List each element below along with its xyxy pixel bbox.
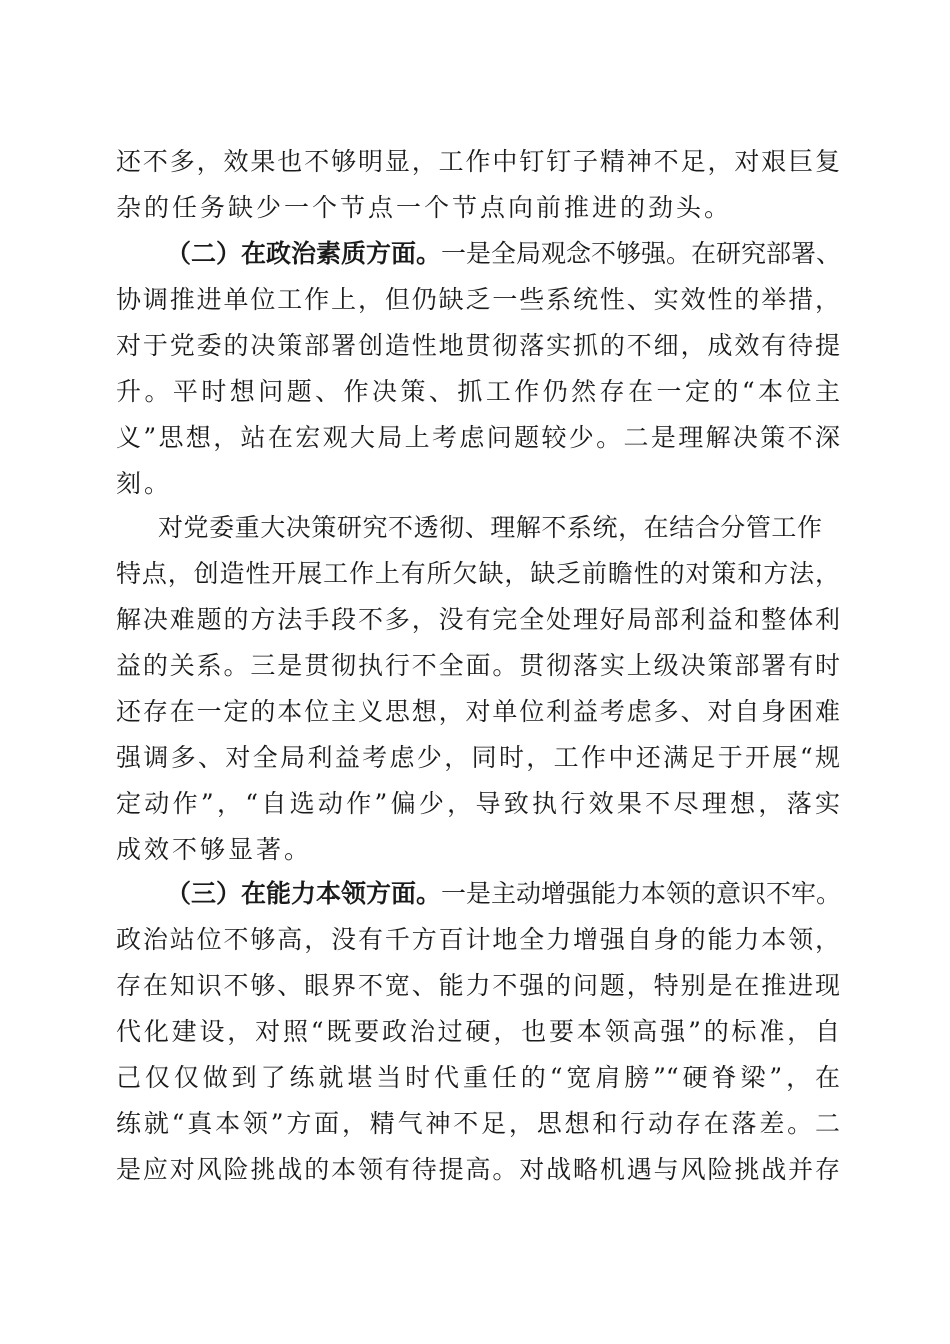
text-line: 杂的任务缺少一个节点一个节点向前推进的劲头。 — [116, 193, 733, 222]
section-heading-line — [166, 872, 840, 916]
text-line: 是应对风险挑战的本领有待提高。对战略机遇与风险挑战并存 — [116, 1155, 840, 1184]
text-line: 义”思想，站在宏观大局上考虑问题较少。二是理解决策不深 — [116, 423, 840, 452]
section-heading: （二）在政治素质方面。 — [166, 239, 442, 268]
text-line: 政治站位不够高，没有千方百计地全力增强自身的能力本领， — [116, 925, 840, 954]
text-line: 代化建设，对照“既要政治过硬，也要本领高强”的标准，自 — [116, 1017, 840, 1046]
text-line: 解决难题的方法手段不多，没有完全处理好局部利益和整体利 — [116, 605, 840, 634]
section-heading-rest: 一是主动增强能力本领的意识不牢。 — [441, 879, 842, 908]
text-line: 刻。 — [116, 469, 173, 498]
text-line: 益的关系。三是贯彻执行不全面。贯彻落实上级决策部署有时 — [116, 651, 840, 680]
text-line: 定动作”，“自选动作”偏少，导致执行效果不尽理想，落实 — [116, 789, 840, 818]
section-heading: （三）在能力本领方面。 — [166, 879, 442, 908]
text-line: 协调推进单位工作上，但仍缺乏一些系统性、实效性的举措， — [116, 285, 840, 314]
text-line: 还不多，效果也不够明显，工作中钉钉子精神不足，对艰巨复 — [116, 147, 840, 176]
text-line: 强调多、对全局利益考虑少，同时，工作中还满足于开展“规 — [116, 743, 840, 772]
text-line: 还存在一定的本位主义思想，对单位利益考虑多、对自身困难 — [116, 697, 840, 726]
text-line: 成效不够显著。 — [116, 835, 313, 864]
text-line: 存在知识不够、眼界不宽、能力不强的问题，特别是在推进现 — [116, 971, 840, 1000]
section-heading-rest: 一是全局观念不够强。在研究部署、 — [441, 239, 842, 268]
text-line: 练就“真本领”方面，精气神不足，思想和行动存在落差。二 — [116, 1109, 840, 1138]
text-line: 特点，创造性开展工作上有所欠缺，缺乏前瞻性的对策和方法， — [116, 559, 840, 588]
text-line: 升。平时想问题、作决策、抓工作仍然存在一定的“本位主 — [116, 377, 840, 406]
text-line: 己仅仅做到了练就堪当时代重任的“宽肩膀”“硬脊梁”，在 — [116, 1063, 840, 1092]
paragraph-first-line: 对党委重大决策研究不透彻、理解不系统，在结合分管工作 — [158, 513, 822, 542]
text-line: 对于党委的决策部署创造性地贯彻落实抓的不细，成效有待提 — [116, 331, 840, 360]
section-heading-line — [166, 232, 840, 276]
